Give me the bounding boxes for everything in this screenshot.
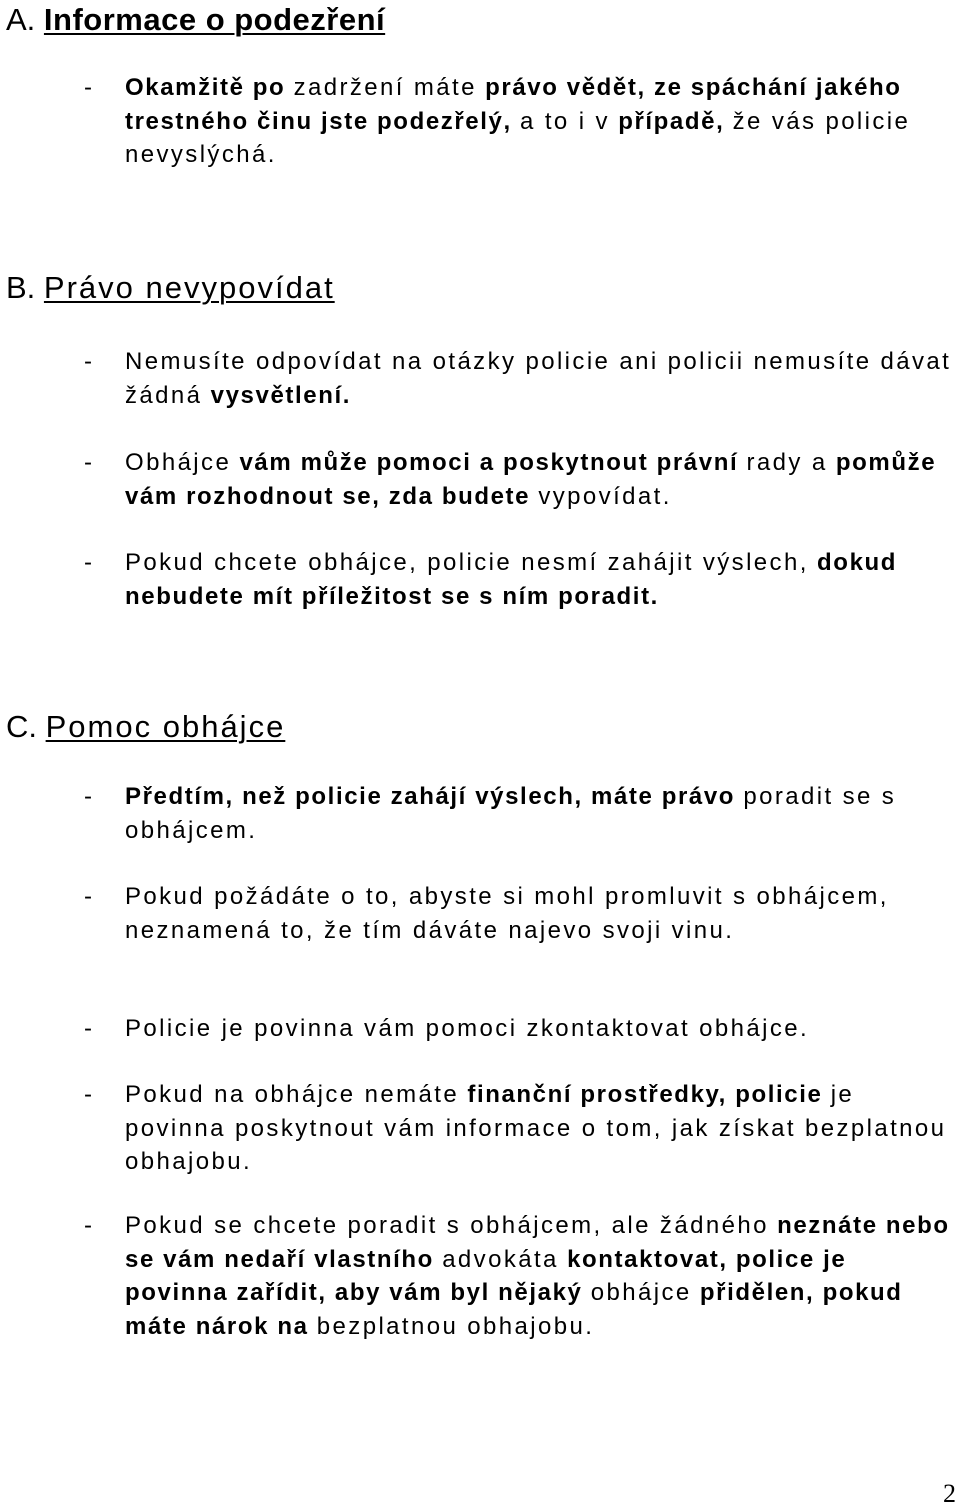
list-dash: - [84,1015,92,1042]
list-item [0,546,960,613]
text-run: Policie je povinna vám pomoci zkontaktovat obhájce. [125,1015,810,1042]
list-dash: - [84,74,92,101]
list-dash: - [84,883,92,910]
list-dash: - [84,1212,92,1239]
section-a-title: Informace o podezření [43,2,386,37]
section-b-heading [6,270,335,306]
list-item-text [125,345,955,412]
text-run: zadržení máte [293,74,477,101]
text-run: vypovídat. [538,482,672,510]
text-run: poradit se s obhájcem. [125,783,897,844]
text-run: je povinna poskytnout vám informace o tom, jak získat bezplatnou obhajobu. [125,1081,947,1175]
text-run: případě, [609,107,733,135]
list-item [0,880,960,947]
text-run: kontaktovat, police je povinna zařídit, aby vám byl nějaký [125,1245,847,1306]
text-run: Obhájce [125,449,232,476]
text-run: Pokud požádáte o to, abyste si mohl promluvit s obhájcem, neznamená to, že tím dáváte najevo svoji vinu. [125,883,889,944]
list-item [0,71,960,172]
list-dash: - [84,549,92,576]
section-a-heading [6,2,385,38]
list-dash: - [84,348,92,375]
list-dash: - [84,1081,92,1108]
list-item [0,780,960,847]
text-run: pomůže vám rozhodnout se, zda budete [125,449,937,510]
text-run: rady a [746,449,828,476]
section-b-letter: B. [6,270,36,305]
section-c-title: Pomoc obhájce [45,709,286,744]
text-run: Nemusíte odpovídat na otázky policie ani policii nemusíte dávat žádná [125,348,952,409]
list-dash: - [84,783,92,810]
list-item-text [125,880,955,947]
list-item [0,1209,960,1343]
text-run: Okamžitě po [125,74,294,101]
text-run: vám může pomoci a poskytnout právní [231,449,747,476]
text-run: Pokud se chcete poradit s obhájcem, ale žádného [125,1212,769,1239]
text-run: a to i v [520,107,610,135]
text-run: Pokud chcete obhájce, policie nesmí zahájit výslech, [125,549,809,576]
text-run: Předtím, než policie zahájí výslech, máte právo [125,783,744,810]
page-number: 2 [943,1479,956,1508]
text-run: obhájce [590,1279,692,1306]
text-run: že vás policie nevyslýchá. [125,107,911,168]
list-item-text [125,546,955,613]
text-run: dokud nebudete mít příležitost se s ním poradit. [125,549,898,610]
list-item-text [125,1209,955,1343]
section-c-heading [6,709,285,745]
text-run: právo vědět, ze spáchání jakého trestného činu jste podezřelý, [125,74,902,135]
list-item [0,1078,960,1179]
text-run: vysvětlení. [202,381,352,409]
list-item [0,1012,960,1046]
list-item-text [125,71,955,172]
section-b-title: Právo nevypovídat [43,270,335,305]
text-run: Pokud na obhájce nemáte [125,1081,460,1108]
text-run: finanční prostředky, policie [459,1081,831,1108]
section-a-letter: A. [6,2,36,37]
text-run: přidělen, pokud máte nárok na [125,1279,903,1340]
text-run: advokáta [442,1245,559,1273]
text-run: bezplatnou obhajobu. [316,1312,595,1340]
list-item [0,345,960,412]
section-c-letter: C. [6,709,37,744]
list-item-text [125,1012,955,1046]
list-item [0,446,960,513]
list-dash: - [84,449,92,476]
text-run: neznáte nebo se vám nedaří vlastního [125,1212,950,1273]
list-item-text [125,780,955,847]
list-item-text [125,446,955,513]
list-item-text [125,1078,955,1179]
